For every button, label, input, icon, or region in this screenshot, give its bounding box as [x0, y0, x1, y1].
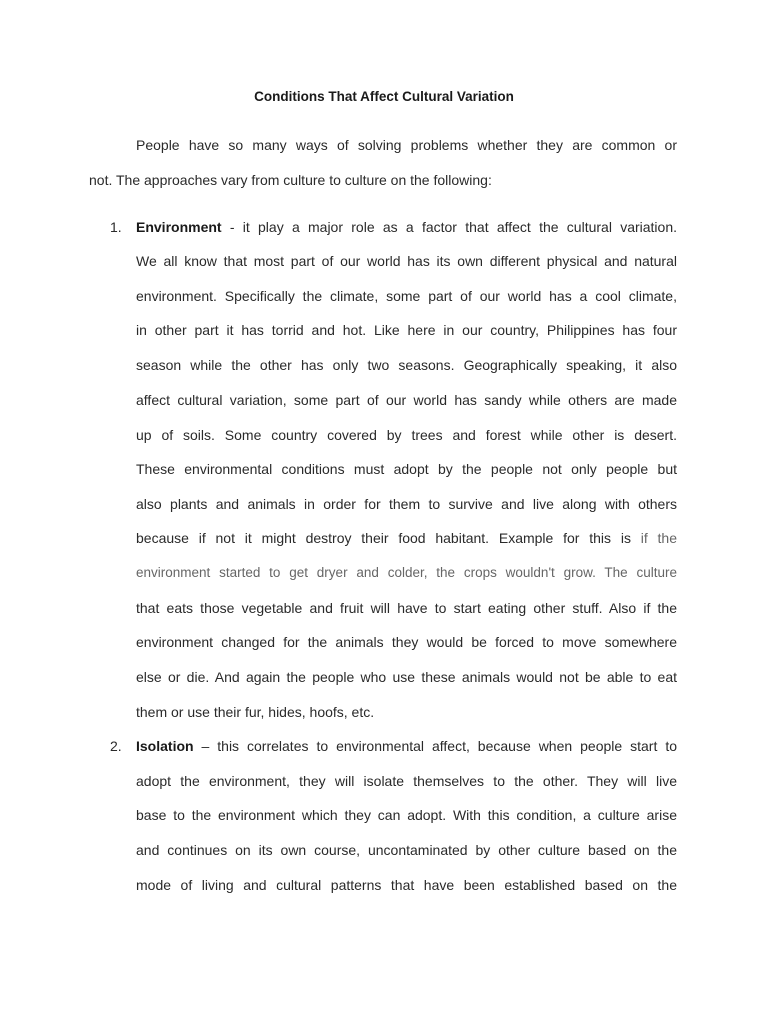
item-2-term: Isolation [136, 738, 194, 754]
item-2-lead: – this correlates to environmental affect, because when people start to [193, 738, 677, 754]
intro-line-2: not. The approaches vary from culture to culture on the following: [89, 172, 492, 188]
item-1-line: environment. Specifically the climate, some part of our world has a cool climate, [136, 288, 677, 304]
document-title: Conditions That Affect Cultural Variation [254, 89, 514, 104]
item-1-tail-line: else or die. And again the people who use these animals would not be able to eat [136, 669, 677, 685]
item-1-line: These environmental conditions must adopt by the people not only people but [136, 461, 677, 477]
item-2-line: adopt the environment, they will isolate themselves to the other. They will live [136, 773, 677, 789]
item-2-lead-line [136, 738, 677, 754]
item-1-mixed-line [136, 530, 677, 546]
item-1-mixed-dark: because if not it might destroy their food habitant. Example for this is [136, 530, 631, 546]
item-1-line: also plants and animals in order for them to survive and live along with others [136, 496, 677, 512]
item-1-line: We all know that most part of our world has its own different physical and natural [136, 253, 677, 269]
item-1-line: season while the other has only two seasons. Geographically speaking, it also [136, 357, 677, 373]
item-1-gray-line: environment started to get dryer and colder, the crops wouldn't grow. The culture [136, 565, 677, 580]
item-1-term: Environment [136, 219, 222, 235]
item-1-mixed-gray: if the [630, 530, 678, 546]
item-1-lead: - it play a major role as a factor that affect the cultural variation. [221, 219, 677, 235]
item-1-line: in other part it has torrid and hot. Like here in our country, Philippines has four [136, 322, 677, 338]
item-2-line: and continues on its own course, uncontaminated by other culture based on the [136, 842, 677, 858]
item-2-line: base to the environment which they can adopt. With this condition, a culture arise [136, 807, 677, 823]
item-1-tail-line: environment changed for the animals they would be forced to move somewhere [136, 634, 677, 650]
list-number-2: 2. [110, 738, 122, 754]
item-1-tail-line: them or use their fur, hides, hoofs, etc. [136, 704, 375, 720]
list-number-1: 1. [110, 219, 122, 235]
item-1-line: up of soils. Some country covered by trees and forest while other is desert. [136, 427, 677, 443]
item-1-tail-line: that eats those vegetable and fruit will have to start eating other stuff. Also if the [136, 600, 677, 616]
item-2-line: mode of living and cultural patterns that have been established based on the [136, 877, 677, 893]
intro-line-1: People have so many ways of solving problems whether they are common or [136, 137, 677, 153]
item-1-lead-line [136, 219, 677, 235]
item-1-line: affect cultural variation, some part of our world has sandy while others are made [136, 392, 677, 408]
